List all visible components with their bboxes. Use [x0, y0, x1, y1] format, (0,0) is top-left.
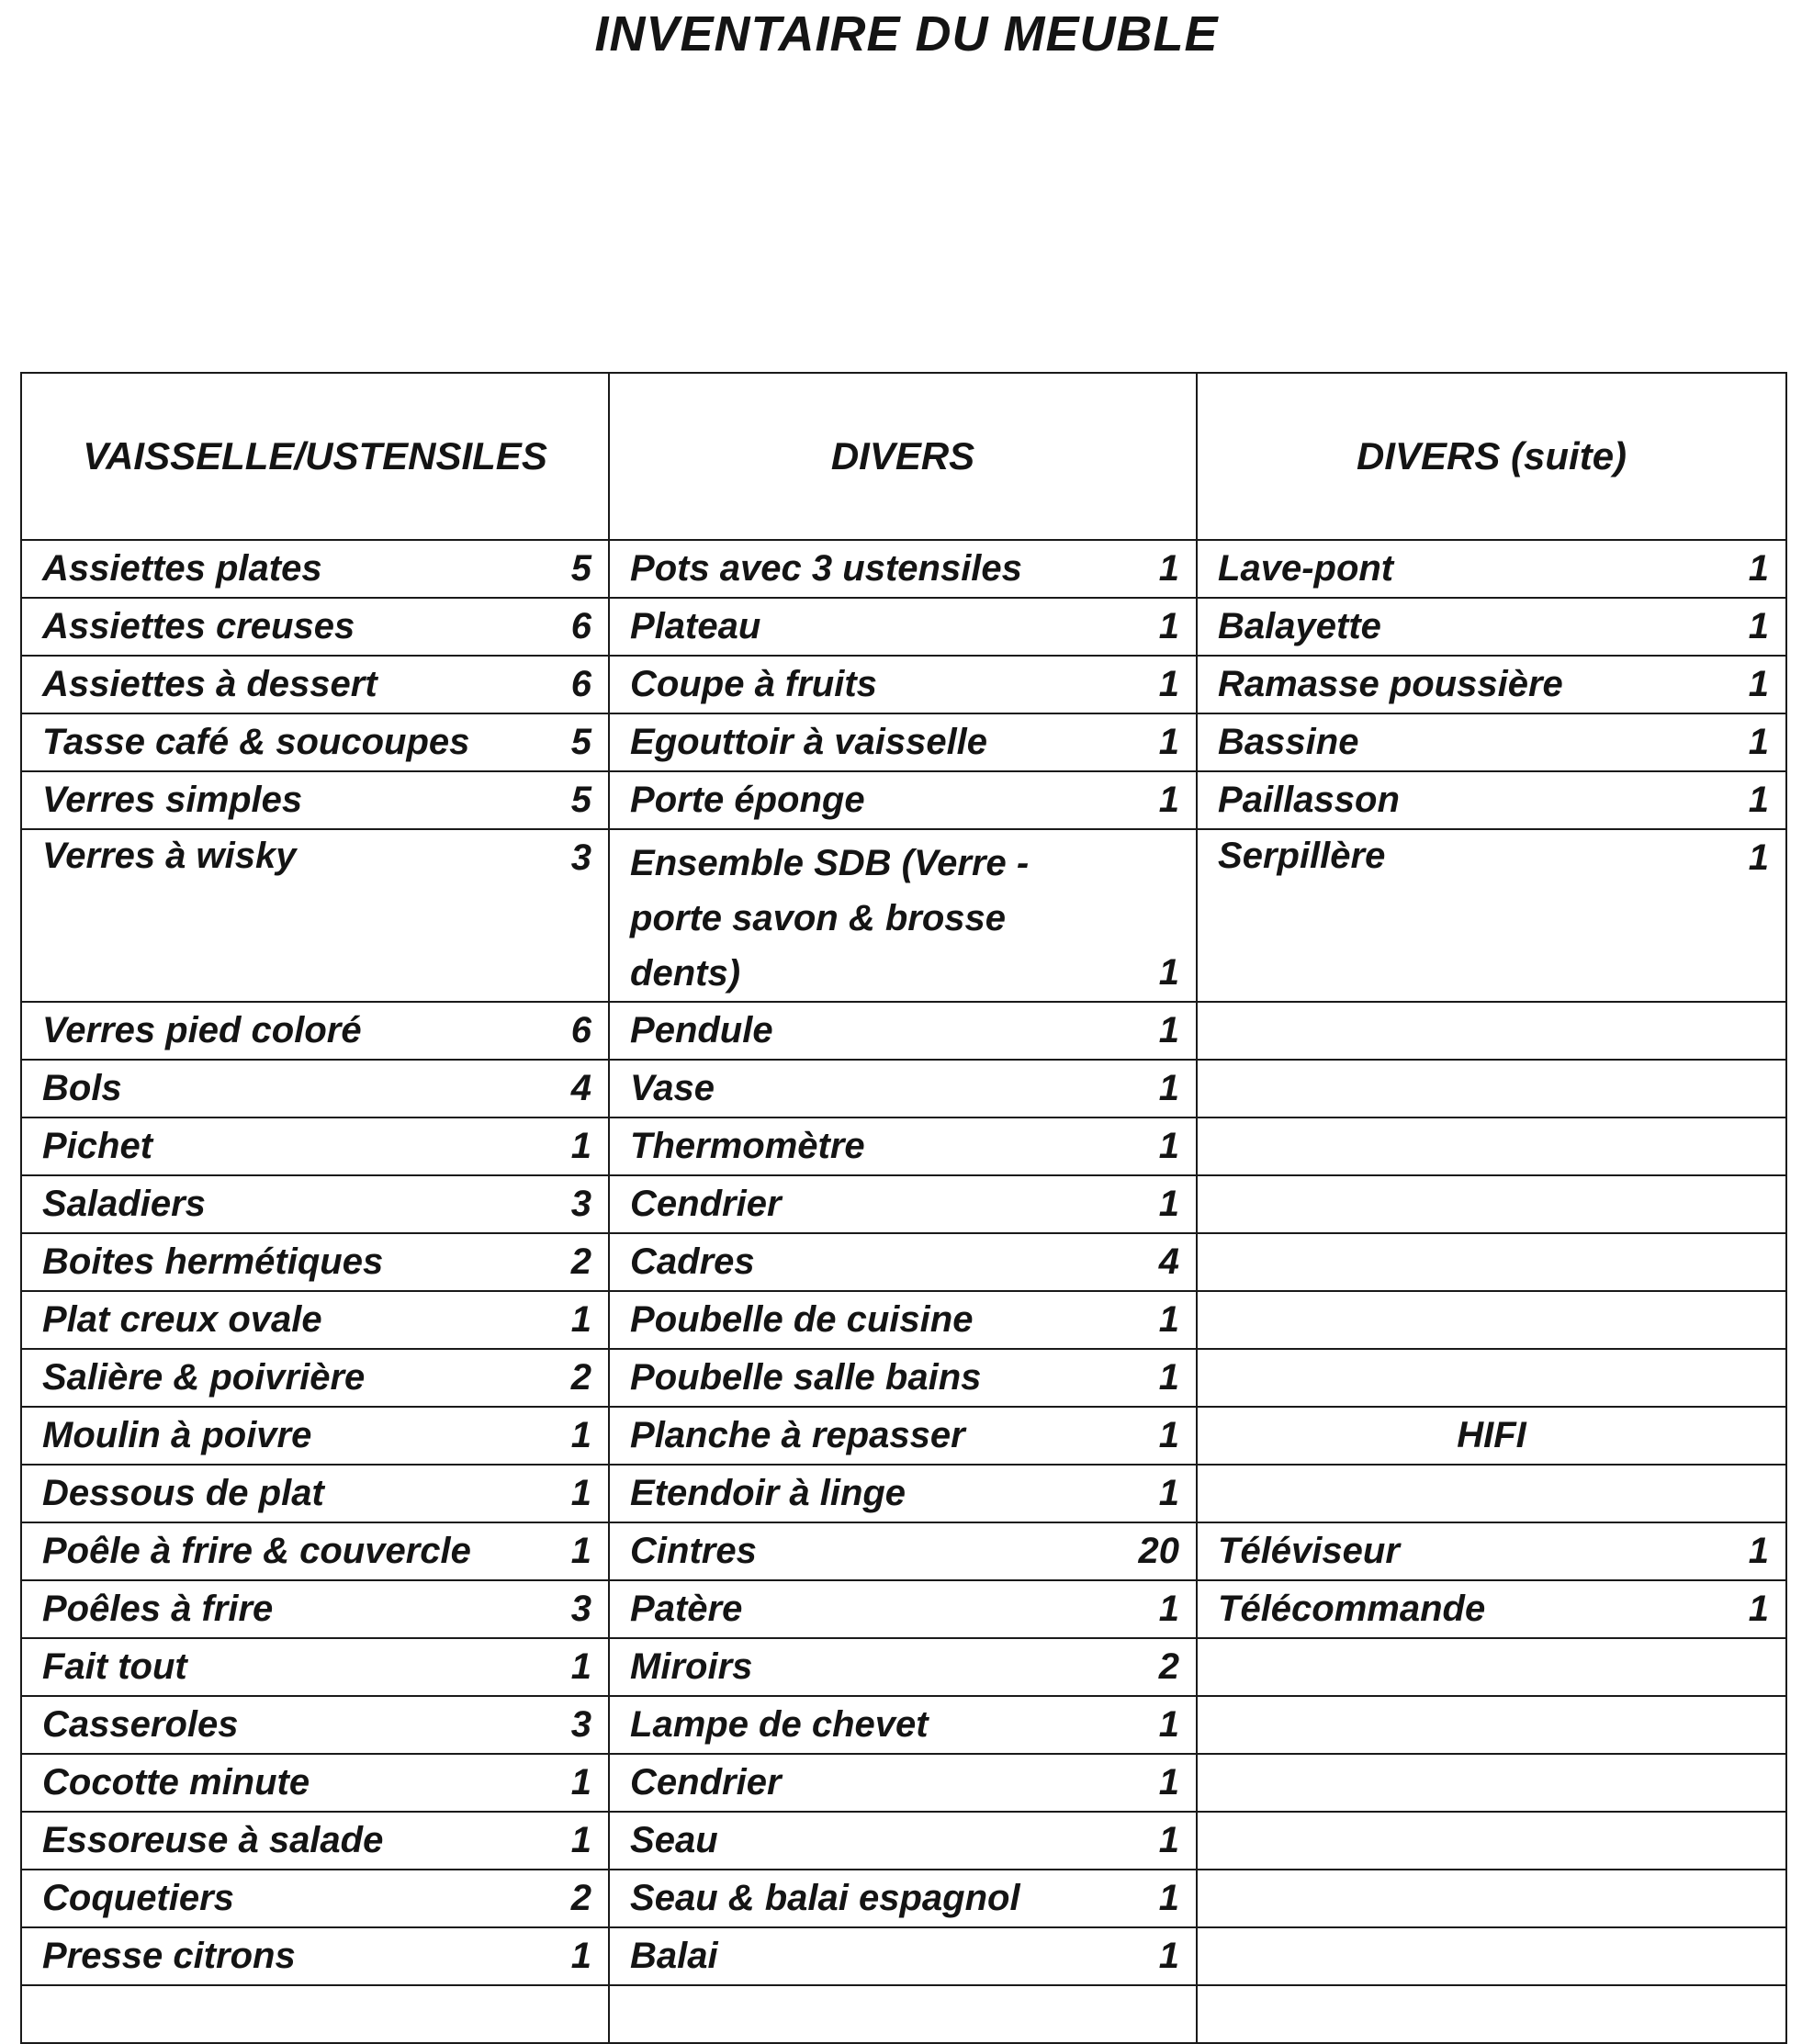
empty-cell [1674, 1927, 1786, 1985]
empty-cell [1674, 1060, 1786, 1117]
divers-item-name: Etendoir à linge [609, 1465, 1087, 1522]
divers-suite-item-name: Serpillère [1197, 829, 1674, 1002]
vaisselle-item-name: Poêles à frire [21, 1580, 508, 1638]
vaisselle-item-qty: 6 [508, 598, 609, 656]
empty-cell [1674, 1985, 1786, 2043]
table-row [21, 1291, 1786, 1349]
divers-item-name: Coupe à fruits [609, 656, 1087, 713]
empty-cell [1197, 1927, 1674, 1985]
divers-item-qty: 1 [1087, 1754, 1197, 1812]
vaisselle-item-name: Assiettes creuses [21, 598, 508, 656]
vaisselle-item-qty: 5 [508, 540, 609, 598]
vaisselle-item-qty: 3 [508, 1175, 609, 1233]
empty-cell [1197, 1812, 1674, 1870]
empty-cell [1197, 1291, 1674, 1349]
empty-cell [1197, 1060, 1674, 1117]
empty-cell [609, 1985, 1087, 2043]
table-row [21, 1927, 1786, 1985]
divers-item-name: Pendule [609, 1002, 1087, 1060]
vaisselle-item-qty: 2 [508, 1233, 609, 1291]
empty-cell [1674, 1233, 1786, 1291]
divers-item-qty: 2 [1087, 1638, 1197, 1696]
divers-item-name: Cendrier [609, 1754, 1087, 1812]
vaisselle-item-qty: 1 [508, 1522, 609, 1580]
empty-cell [1087, 1985, 1197, 2043]
empty-cell [1674, 1002, 1786, 1060]
empty-cell [1197, 1696, 1674, 1754]
divers-item-qty: 4 [1087, 1233, 1197, 1291]
empty-cell [1674, 1465, 1786, 1522]
empty-cell [1674, 1638, 1786, 1696]
divers-item-qty: 1 [1087, 713, 1197, 771]
empty-cell [1197, 1465, 1674, 1522]
hifi-item-name: Télécommande [1197, 1580, 1674, 1638]
vaisselle-item-name: Saladiers [21, 1175, 508, 1233]
divers-suite-item-qty: 1 [1674, 656, 1786, 713]
divers-item-name: Vase [609, 1060, 1087, 1117]
empty-cell [1197, 1985, 1674, 2043]
vaisselle-item-qty: 1 [508, 1465, 609, 1522]
hifi-item-qty: 1 [1674, 1522, 1786, 1580]
vaisselle-item-name: Boites hermétiques [21, 1233, 508, 1291]
table-row [21, 1522, 1786, 1580]
table-row [21, 771, 1786, 829]
empty-cell [1197, 1002, 1674, 1060]
divers-item-name: Cintres [609, 1522, 1087, 1580]
vaisselle-item-name: Cocotte minute [21, 1754, 508, 1812]
divers-item-qty: 1 [1087, 829, 1197, 1002]
table-row [21, 1117, 1786, 1175]
table-row [21, 1754, 1786, 1812]
hifi-section-label: HIFI [1197, 1407, 1786, 1465]
vaisselle-item-qty: 1 [508, 1638, 609, 1696]
vaisselle-item-name: Moulin à poivre [21, 1407, 508, 1465]
vaisselle-item-qty: 1 [508, 1291, 609, 1349]
header-vaisselle: VAISSELLE/USTENSILES [21, 373, 609, 540]
empty-cell [1197, 1117, 1674, 1175]
empty-cell [1674, 1870, 1786, 1927]
empty-cell [508, 1985, 609, 2043]
divers-item-qty: 1 [1087, 1580, 1197, 1638]
vaisselle-item-qty: 1 [508, 1117, 609, 1175]
table-row [21, 598, 1786, 656]
vaisselle-item-name: Salière & poivrière [21, 1349, 508, 1407]
vaisselle-item-qty: 3 [508, 1696, 609, 1754]
divers-suite-item-name: Balayette [1197, 598, 1674, 656]
divers-item-qty: 1 [1087, 1465, 1197, 1522]
page-title: INVENTAIRE DU MEUBLE [594, 6, 1219, 62]
divers-item-qty: 1 [1087, 598, 1197, 656]
vaisselle-item-qty: 6 [508, 656, 609, 713]
empty-cell [1197, 1349, 1674, 1407]
divers-item-name: Seau & balai espagnol [609, 1870, 1087, 1927]
inventory-table [20, 372, 1787, 2044]
table-row [21, 1985, 1786, 2043]
divers-item-name: Miroirs [609, 1638, 1087, 1696]
vaisselle-item-name: Verres pied coloré [21, 1002, 508, 1060]
hifi-item-qty: 1 [1674, 1580, 1786, 1638]
table-row [21, 1002, 1786, 1060]
vaisselle-item-name: Assiettes à dessert [21, 656, 508, 713]
divers-item-qty: 1 [1087, 1002, 1197, 1060]
vaisselle-item-qty: 1 [508, 1754, 609, 1812]
divers-item-qty: 1 [1087, 1812, 1197, 1870]
divers-suite-item-name: Paillasson [1197, 771, 1674, 829]
table-header-row [21, 373, 1786, 540]
table-row [21, 1407, 1786, 1465]
table-row [21, 1580, 1786, 1638]
table-row [21, 1696, 1786, 1754]
divers-item-name: Pots avec 3 ustensiles [609, 540, 1087, 598]
vaisselle-item-name: Assiettes plates [21, 540, 508, 598]
vaisselle-item-name: Presse citrons [21, 1927, 508, 1985]
divers-item-qty: 20 [1087, 1522, 1197, 1580]
vaisselle-item-name: Verres à wisky [21, 829, 508, 1002]
empty-cell [1674, 1812, 1786, 1870]
divers-item-name: Patère [609, 1580, 1087, 1638]
vaisselle-item-qty: 5 [508, 771, 609, 829]
vaisselle-item-qty: 4 [508, 1060, 609, 1117]
table-row [21, 1638, 1786, 1696]
empty-cell [21, 1985, 508, 2043]
vaisselle-item-name: Casseroles [21, 1696, 508, 1754]
vaisselle-item-name: Essoreuse à salade [21, 1812, 508, 1870]
empty-cell [1197, 1233, 1674, 1291]
divers-item-name: Egouttoir à vaisselle [609, 713, 1087, 771]
divers-item-qty: 1 [1087, 1927, 1197, 1985]
empty-cell [1197, 1754, 1674, 1812]
divers-item-name: Lampe de chevet [609, 1696, 1087, 1754]
vaisselle-item-qty: 1 [508, 1927, 609, 1985]
empty-cell [1674, 1696, 1786, 1754]
divers-item-qty: 1 [1087, 1175, 1197, 1233]
divers-item-name: Ensemble SDB (Verre -porte savon & brosse dents) [609, 829, 1087, 1002]
divers-suite-item-qty: 1 [1674, 540, 1786, 598]
vaisselle-item-name: Bols [21, 1060, 508, 1117]
table-row [21, 1465, 1786, 1522]
vaisselle-item-name: Dessous de plat [21, 1465, 508, 1522]
divers-suite-item-name: Lave-pont [1197, 540, 1674, 598]
vaisselle-item-qty: 1 [508, 1812, 609, 1870]
divers-item-qty: 1 [1087, 1696, 1197, 1754]
divers-item-name: Seau [609, 1812, 1087, 1870]
vaisselle-item-name: Tasse café & soucoupes [21, 713, 508, 771]
divers-item-qty: 1 [1087, 1060, 1197, 1117]
divers-item-name: Poubelle salle bains [609, 1349, 1087, 1407]
empty-cell [1197, 1870, 1674, 1927]
hifi-item-name: Téléviseur [1197, 1522, 1674, 1580]
divers-suite-item-qty: 1 [1674, 829, 1786, 1002]
divers-item-name: Cendrier [609, 1175, 1087, 1233]
table-row [21, 1812, 1786, 1870]
empty-cell [1674, 1754, 1786, 1812]
divers-item-qty: 1 [1087, 540, 1197, 598]
divers-item-name: Balai [609, 1927, 1087, 1985]
vaisselle-item-name: Coquetiers [21, 1870, 508, 1927]
empty-cell [1197, 1175, 1674, 1233]
divers-suite-item-qty: 1 [1674, 771, 1786, 829]
divers-suite-item-name: Ramasse poussière [1197, 656, 1674, 713]
table-row [21, 1175, 1786, 1233]
divers-suite-item-qty: 1 [1674, 713, 1786, 771]
vaisselle-item-qty: 2 [508, 1349, 609, 1407]
table-row [21, 829, 1786, 1002]
empty-cell [1674, 1117, 1786, 1175]
divers-suite-item-name: Bassine [1197, 713, 1674, 771]
header-divers-suite: DIVERS (suite) [1197, 373, 1786, 540]
divers-item-name: Thermomètre [609, 1117, 1087, 1175]
divers-item-name: Plateau [609, 598, 1087, 656]
divers-item-qty: 1 [1087, 1349, 1197, 1407]
table-row [21, 540, 1786, 598]
vaisselle-item-qty: 5 [508, 713, 609, 771]
empty-cell [1197, 1638, 1674, 1696]
empty-cell [1674, 1175, 1786, 1233]
vaisselle-item-qty: 1 [508, 1407, 609, 1465]
table-row [21, 713, 1786, 771]
divers-item-qty: 1 [1087, 656, 1197, 713]
vaisselle-item-name: Verres simples [21, 771, 508, 829]
table-row [21, 656, 1786, 713]
vaisselle-item-qty: 2 [508, 1870, 609, 1927]
divers-suite-item-qty: 1 [1674, 598, 1786, 656]
header-divers: DIVERS [609, 373, 1197, 540]
empty-cell [1674, 1349, 1786, 1407]
divers-item-name: Porte éponge [609, 771, 1087, 829]
vaisselle-item-qty: 3 [508, 1580, 609, 1638]
vaisselle-item-name: Pichet [21, 1117, 508, 1175]
vaisselle-item-name: Fait tout [21, 1638, 508, 1696]
vaisselle-item-name: Plat creux ovale [21, 1291, 508, 1349]
divers-item-qty: 1 [1087, 1870, 1197, 1927]
vaisselle-item-name: Poêle à frire & couvercle [21, 1522, 508, 1580]
table-row [21, 1060, 1786, 1117]
divers-item-qty: 1 [1087, 1407, 1197, 1465]
divers-item-name: Planche à repasser [609, 1407, 1087, 1465]
divers-item-qty: 1 [1087, 771, 1197, 829]
table-row [21, 1233, 1786, 1291]
table-row [21, 1870, 1786, 1927]
table-row [21, 1349, 1786, 1407]
vaisselle-item-qty: 3 [508, 829, 609, 1002]
vaisselle-item-qty: 6 [508, 1002, 609, 1060]
divers-item-qty: 1 [1087, 1291, 1197, 1349]
divers-item-qty: 1 [1087, 1117, 1197, 1175]
divers-item-name: Poubelle de cuisine [609, 1291, 1087, 1349]
empty-cell [1674, 1291, 1786, 1349]
divers-item-name: Cadres [609, 1233, 1087, 1291]
